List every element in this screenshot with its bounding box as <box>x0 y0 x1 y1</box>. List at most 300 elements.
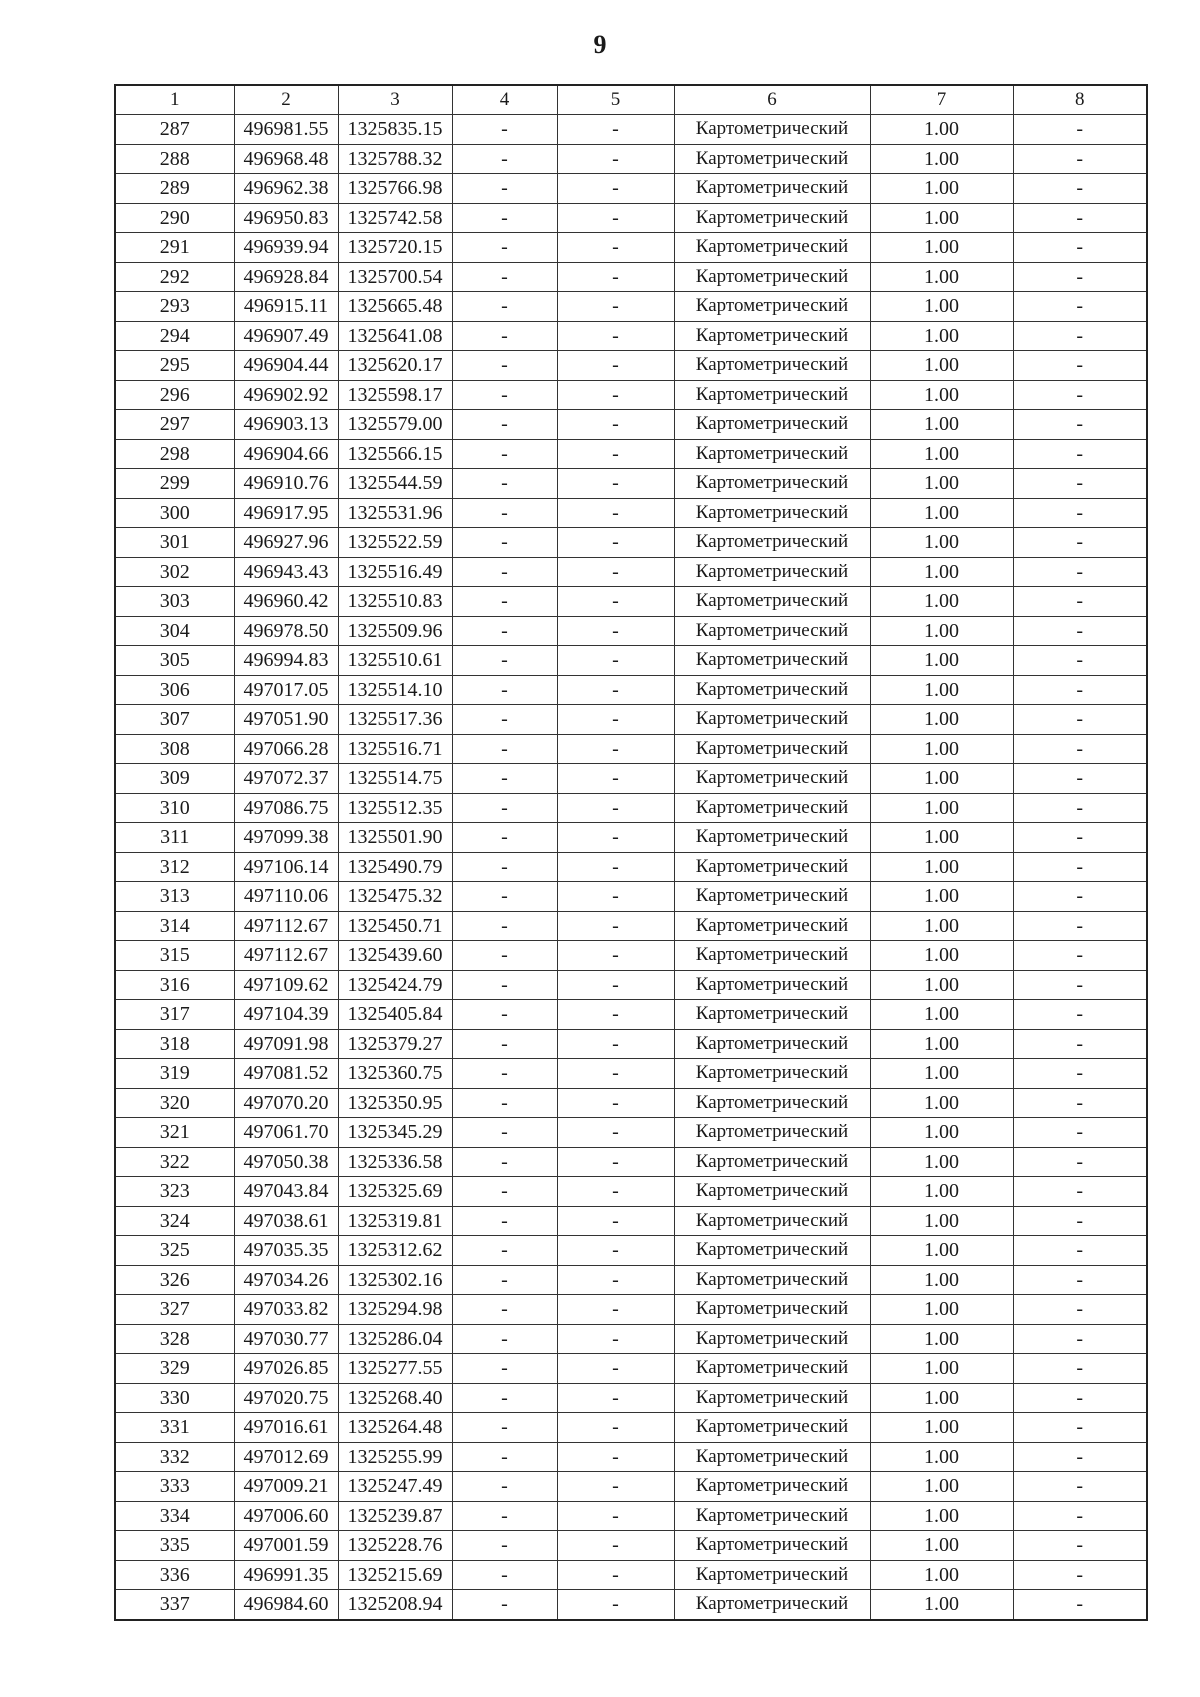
coord-y-cell: 1325336.58 <box>338 1147 452 1177</box>
col-8-value-cell: - <box>1013 557 1147 587</box>
col-5-value-cell: - <box>557 1236 674 1266</box>
method-cell: Картометрический <box>674 1059 870 1089</box>
point-number-cell: 314 <box>115 911 234 941</box>
accuracy-cell: 1.00 <box>870 852 1013 882</box>
table-row <box>115 321 1147 351</box>
coord-y-cell: 1325475.32 <box>338 882 452 912</box>
accuracy-cell: 1.00 <box>870 970 1013 1000</box>
col-4-value-cell: - <box>452 115 557 145</box>
col-8-value-cell: - <box>1013 587 1147 617</box>
col-8-value-cell: - <box>1013 351 1147 381</box>
col-8-value-cell: - <box>1013 439 1147 469</box>
accuracy-cell: 1.00 <box>870 1147 1013 1177</box>
method-cell: Картометрический <box>674 1118 870 1148</box>
col-5-value-cell: - <box>557 646 674 676</box>
table-row <box>115 1147 1147 1177</box>
col-5-value-cell: - <box>557 1413 674 1443</box>
col-5-value-cell: - <box>557 764 674 794</box>
accuracy-cell: 1.00 <box>870 1383 1013 1413</box>
table-row <box>115 1560 1147 1590</box>
coord-x-cell: 496903.13 <box>234 410 338 440</box>
table-row <box>115 528 1147 558</box>
col-8-value-cell: - <box>1013 1324 1147 1354</box>
table-row <box>115 1354 1147 1384</box>
coord-y-cell: 1325510.83 <box>338 587 452 617</box>
table-row <box>115 1265 1147 1295</box>
col-8-value-cell: - <box>1013 1147 1147 1177</box>
col-4-value-cell: - <box>452 1295 557 1325</box>
method-cell: Картометрический <box>674 587 870 617</box>
coord-x-cell: 496939.94 <box>234 233 338 263</box>
accuracy-cell: 1.00 <box>870 1560 1013 1590</box>
table-row <box>115 1442 1147 1472</box>
col-8-value-cell: - <box>1013 764 1147 794</box>
coord-y-cell: 1325522.59 <box>338 528 452 558</box>
method-cell: Картометрический <box>674 911 870 941</box>
col-5-value-cell: - <box>557 410 674 440</box>
accuracy-cell: 1.00 <box>870 1442 1013 1472</box>
table-row <box>115 203 1147 233</box>
col-8-value-cell: - <box>1013 941 1147 971</box>
col-4-value-cell: - <box>452 823 557 853</box>
coord-x-cell: 497012.69 <box>234 1442 338 1472</box>
method-cell: Картометрический <box>674 941 870 971</box>
table-row <box>115 882 1147 912</box>
coord-x-cell: 497110.06 <box>234 882 338 912</box>
coord-x-cell: 496902.92 <box>234 380 338 410</box>
table-row <box>115 852 1147 882</box>
coord-y-cell: 1325319.81 <box>338 1206 452 1236</box>
method-cell: Картометрический <box>674 292 870 322</box>
col-8-value-cell: - <box>1013 292 1147 322</box>
coord-y-cell: 1325720.15 <box>338 233 452 263</box>
col-8-value-cell: - <box>1013 498 1147 528</box>
point-number-cell: 335 <box>115 1531 234 1561</box>
coord-x-cell: 497030.77 <box>234 1324 338 1354</box>
col-4-value-cell: - <box>452 1560 557 1590</box>
col-5-value-cell: - <box>557 1531 674 1561</box>
point-number-cell: 305 <box>115 646 234 676</box>
col-4-value-cell: - <box>452 793 557 823</box>
table-row <box>115 1295 1147 1325</box>
point-number-cell: 333 <box>115 1472 234 1502</box>
col-4-value-cell: - <box>452 233 557 263</box>
accuracy-cell: 1.00 <box>870 793 1013 823</box>
point-number-cell: 309 <box>115 764 234 794</box>
coord-x-cell: 496910.76 <box>234 469 338 499</box>
col-8-value-cell: - <box>1013 233 1147 263</box>
table-row <box>115 675 1147 705</box>
coord-y-cell: 1325490.79 <box>338 852 452 882</box>
column-header-2: 2 <box>234 85 338 115</box>
col-4-value-cell: - <box>452 1472 557 1502</box>
col-4-value-cell: - <box>452 1147 557 1177</box>
col-5-value-cell: - <box>557 174 674 204</box>
method-cell: Картометрический <box>674 1206 870 1236</box>
point-number-cell: 324 <box>115 1206 234 1236</box>
col-4-value-cell: - <box>452 1029 557 1059</box>
col-5-value-cell: - <box>557 705 674 735</box>
accuracy-cell: 1.00 <box>870 1059 1013 1089</box>
coord-y-cell: 1325277.55 <box>338 1354 452 1384</box>
table-row <box>115 1383 1147 1413</box>
coord-y-cell: 1325516.71 <box>338 734 452 764</box>
col-5-value-cell: - <box>557 882 674 912</box>
coord-x-cell: 497112.67 <box>234 941 338 971</box>
col-4-value-cell: - <box>452 911 557 941</box>
table-row <box>115 1000 1147 1030</box>
accuracy-cell: 1.00 <box>870 1206 1013 1236</box>
table-row <box>115 115 1147 145</box>
method-cell: Картометрический <box>674 1000 870 1030</box>
method-cell: Картометрический <box>674 469 870 499</box>
col-8-value-cell: - <box>1013 1059 1147 1089</box>
coord-y-cell: 1325228.76 <box>338 1531 452 1561</box>
col-8-value-cell: - <box>1013 1265 1147 1295</box>
coord-x-cell: 497104.39 <box>234 1000 338 1030</box>
col-8-value-cell: - <box>1013 380 1147 410</box>
coord-x-cell: 497109.62 <box>234 970 338 1000</box>
col-4-value-cell: - <box>452 970 557 1000</box>
accuracy-cell: 1.00 <box>870 675 1013 705</box>
col-4-value-cell: - <box>452 1442 557 1472</box>
coord-y-cell: 1325501.90 <box>338 823 452 853</box>
col-4-value-cell: - <box>452 705 557 735</box>
coord-x-cell: 497061.70 <box>234 1118 338 1148</box>
page-number: 9 <box>593 30 607 59</box>
accuracy-cell: 1.00 <box>870 1324 1013 1354</box>
method-cell: Картометрический <box>674 1413 870 1443</box>
col-4-value-cell: - <box>452 675 557 705</box>
method-cell: Картометрический <box>674 675 870 705</box>
table-row <box>115 1206 1147 1236</box>
coord-x-cell: 497006.60 <box>234 1501 338 1531</box>
coord-x-cell: 496928.84 <box>234 262 338 292</box>
coord-x-cell: 496917.95 <box>234 498 338 528</box>
col-5-value-cell: - <box>557 1000 674 1030</box>
table-row <box>115 705 1147 735</box>
col-4-value-cell: - <box>452 1383 557 1413</box>
col-5-value-cell: - <box>557 1088 674 1118</box>
coord-y-cell: 1325405.84 <box>338 1000 452 1030</box>
accuracy-cell: 1.00 <box>870 1295 1013 1325</box>
col-8-value-cell: - <box>1013 793 1147 823</box>
coord-x-cell: 496962.38 <box>234 174 338 204</box>
coord-y-cell: 1325239.87 <box>338 1501 452 1531</box>
col-5-value-cell: - <box>557 1206 674 1236</box>
point-number-cell: 326 <box>115 1265 234 1295</box>
method-cell: Картометрический <box>674 705 870 735</box>
accuracy-cell: 1.00 <box>870 1029 1013 1059</box>
point-number-cell: 310 <box>115 793 234 823</box>
col-5-value-cell: - <box>557 1177 674 1207</box>
col-8-value-cell: - <box>1013 1029 1147 1059</box>
col-4-value-cell: - <box>452 852 557 882</box>
point-number-cell: 321 <box>115 1118 234 1148</box>
method-cell: Картометрический <box>674 1472 870 1502</box>
col-4-value-cell: - <box>452 1059 557 1089</box>
col-5-value-cell: - <box>557 115 674 145</box>
coord-x-cell: 496907.49 <box>234 321 338 351</box>
point-number-cell: 296 <box>115 380 234 410</box>
col-4-value-cell: - <box>452 469 557 499</box>
col-4-value-cell: - <box>452 1000 557 1030</box>
col-8-value-cell: - <box>1013 970 1147 1000</box>
col-5-value-cell: - <box>557 1147 674 1177</box>
col-5-value-cell: - <box>557 823 674 853</box>
point-number-cell: 325 <box>115 1236 234 1266</box>
point-number-cell: 331 <box>115 1413 234 1443</box>
accuracy-cell: 1.00 <box>870 1590 1013 1620</box>
accuracy-cell: 1.00 <box>870 587 1013 617</box>
method-cell: Картометрический <box>674 144 870 174</box>
table-header-row <box>115 85 1147 115</box>
table-row <box>115 144 1147 174</box>
coord-x-cell: 497009.21 <box>234 1472 338 1502</box>
point-number-cell: 293 <box>115 292 234 322</box>
table-row <box>115 616 1147 646</box>
col-4-value-cell: - <box>452 380 557 410</box>
point-number-cell: 337 <box>115 1590 234 1620</box>
table-row <box>115 498 1147 528</box>
accuracy-cell: 1.00 <box>870 528 1013 558</box>
coord-x-cell: 497020.75 <box>234 1383 338 1413</box>
col-8-value-cell: - <box>1013 1413 1147 1443</box>
column-header-1: 1 <box>115 85 234 115</box>
method-cell: Картометрический <box>674 852 870 882</box>
col-5-value-cell: - <box>557 1501 674 1531</box>
col-8-value-cell: - <box>1013 882 1147 912</box>
method-cell: Картометрический <box>674 1501 870 1531</box>
col-4-value-cell: - <box>452 1324 557 1354</box>
method-cell: Картометрический <box>674 557 870 587</box>
method-cell: Картометрический <box>674 262 870 292</box>
method-cell: Картометрический <box>674 380 870 410</box>
coord-x-cell: 497066.28 <box>234 734 338 764</box>
col-5-value-cell: - <box>557 144 674 174</box>
method-cell: Картометрический <box>674 1560 870 1590</box>
method-cell: Картометрический <box>674 233 870 263</box>
coord-y-cell: 1325510.61 <box>338 646 452 676</box>
point-number-cell: 312 <box>115 852 234 882</box>
coord-x-cell: 497038.61 <box>234 1206 338 1236</box>
table-row <box>115 1177 1147 1207</box>
accuracy-cell: 1.00 <box>870 616 1013 646</box>
coord-x-cell: 497016.61 <box>234 1413 338 1443</box>
col-5-value-cell: - <box>557 351 674 381</box>
col-4-value-cell: - <box>452 410 557 440</box>
accuracy-cell: 1.00 <box>870 911 1013 941</box>
accuracy-cell: 1.00 <box>870 882 1013 912</box>
method-cell: Картометрический <box>674 764 870 794</box>
coord-x-cell: 496994.83 <box>234 646 338 676</box>
method-cell: Картометрический <box>674 203 870 233</box>
coord-x-cell: 497112.67 <box>234 911 338 941</box>
point-number-cell: 334 <box>115 1501 234 1531</box>
table-row <box>115 734 1147 764</box>
point-number-cell: 322 <box>115 1147 234 1177</box>
coord-y-cell: 1325360.75 <box>338 1059 452 1089</box>
point-number-cell: 323 <box>115 1177 234 1207</box>
point-number-cell: 303 <box>115 587 234 617</box>
coord-y-cell: 1325312.62 <box>338 1236 452 1266</box>
coord-x-cell: 496927.96 <box>234 528 338 558</box>
point-number-cell: 301 <box>115 528 234 558</box>
point-number-cell: 318 <box>115 1029 234 1059</box>
coord-y-cell: 1325424.79 <box>338 970 452 1000</box>
point-number-cell: 304 <box>115 616 234 646</box>
accuracy-cell: 1.00 <box>870 1118 1013 1148</box>
coord-y-cell: 1325286.04 <box>338 1324 452 1354</box>
col-4-value-cell: - <box>452 1501 557 1531</box>
accuracy-cell: 1.00 <box>870 380 1013 410</box>
col-5-value-cell: - <box>557 587 674 617</box>
coord-x-cell: 497051.90 <box>234 705 338 735</box>
coord-y-cell: 1325598.17 <box>338 380 452 410</box>
col-8-value-cell: - <box>1013 1383 1147 1413</box>
method-cell: Картометрический <box>674 1531 870 1561</box>
col-8-value-cell: - <box>1013 262 1147 292</box>
accuracy-cell: 1.00 <box>870 1354 1013 1384</box>
col-4-value-cell: - <box>452 1236 557 1266</box>
col-5-value-cell: - <box>557 1354 674 1384</box>
col-4-value-cell: - <box>452 587 557 617</box>
col-5-value-cell: - <box>557 439 674 469</box>
col-5-value-cell: - <box>557 528 674 558</box>
col-5-value-cell: - <box>557 1118 674 1148</box>
method-cell: Картометрический <box>674 410 870 440</box>
col-5-value-cell: - <box>557 734 674 764</box>
point-number-cell: 317 <box>115 1000 234 1030</box>
table-row <box>115 941 1147 971</box>
accuracy-cell: 1.00 <box>870 705 1013 735</box>
col-4-value-cell: - <box>452 764 557 794</box>
coord-x-cell: 497035.35 <box>234 1236 338 1266</box>
coord-x-cell: 497072.37 <box>234 764 338 794</box>
table-row <box>115 292 1147 322</box>
table-row <box>115 1029 1147 1059</box>
table-row <box>115 1501 1147 1531</box>
point-number-cell: 330 <box>115 1383 234 1413</box>
col-5-value-cell: - <box>557 970 674 1000</box>
coord-y-cell: 1325665.48 <box>338 292 452 322</box>
accuracy-cell: 1.00 <box>870 734 1013 764</box>
table-row <box>115 380 1147 410</box>
col-5-value-cell: - <box>557 262 674 292</box>
point-number-cell: 289 <box>115 174 234 204</box>
coord-x-cell: 497034.26 <box>234 1265 338 1295</box>
col-8-value-cell: - <box>1013 115 1147 145</box>
method-cell: Картометрический <box>674 882 870 912</box>
point-number-cell: 291 <box>115 233 234 263</box>
coordinates-table-container <box>114 84 1146 1621</box>
method-cell: Картометрический <box>674 1590 870 1620</box>
col-5-value-cell: - <box>557 557 674 587</box>
accuracy-cell: 1.00 <box>870 292 1013 322</box>
method-cell: Картометрический <box>674 115 870 145</box>
col-4-value-cell: - <box>452 1590 557 1620</box>
point-number-cell: 294 <box>115 321 234 351</box>
column-header-8: 8 <box>1013 85 1147 115</box>
table-body <box>115 115 1147 1620</box>
col-8-value-cell: - <box>1013 410 1147 440</box>
point-number-cell: 288 <box>115 144 234 174</box>
col-5-value-cell: - <box>557 1295 674 1325</box>
coord-y-cell: 1325531.96 <box>338 498 452 528</box>
accuracy-cell: 1.00 <box>870 115 1013 145</box>
table-row <box>115 351 1147 381</box>
point-number-cell: 328 <box>115 1324 234 1354</box>
point-number-cell: 315 <box>115 941 234 971</box>
col-5-value-cell: - <box>557 941 674 971</box>
col-8-value-cell: - <box>1013 1295 1147 1325</box>
col-4-value-cell: - <box>452 1177 557 1207</box>
accuracy-cell: 1.00 <box>870 1265 1013 1295</box>
table-row <box>115 469 1147 499</box>
col-4-value-cell: - <box>452 321 557 351</box>
col-8-value-cell: - <box>1013 646 1147 676</box>
coord-y-cell: 1325516.49 <box>338 557 452 587</box>
point-number-cell: 306 <box>115 675 234 705</box>
accuracy-cell: 1.00 <box>870 1236 1013 1266</box>
accuracy-cell: 1.00 <box>870 498 1013 528</box>
point-number-cell: 297 <box>115 410 234 440</box>
col-4-value-cell: - <box>452 174 557 204</box>
col-4-value-cell: - <box>452 262 557 292</box>
accuracy-cell: 1.00 <box>870 233 1013 263</box>
accuracy-cell: 1.00 <box>870 557 1013 587</box>
accuracy-cell: 1.00 <box>870 351 1013 381</box>
coord-y-cell: 1325439.60 <box>338 941 452 971</box>
coord-y-cell: 1325566.15 <box>338 439 452 469</box>
col-8-value-cell: - <box>1013 1177 1147 1207</box>
coord-y-cell: 1325255.99 <box>338 1442 452 1472</box>
col-5-value-cell: - <box>557 1029 674 1059</box>
coord-y-cell: 1325302.16 <box>338 1265 452 1295</box>
accuracy-cell: 1.00 <box>870 1531 1013 1561</box>
coord-x-cell: 496915.11 <box>234 292 338 322</box>
method-cell: Картометрический <box>674 498 870 528</box>
point-number-cell: 313 <box>115 882 234 912</box>
coord-y-cell: 1325742.58 <box>338 203 452 233</box>
accuracy-cell: 1.00 <box>870 646 1013 676</box>
coord-y-cell: 1325215.69 <box>338 1560 452 1590</box>
col-4-value-cell: - <box>452 1413 557 1443</box>
table-row <box>115 410 1147 440</box>
method-cell: Картометрический <box>674 1265 870 1295</box>
point-number-cell: 298 <box>115 439 234 469</box>
coord-y-cell: 1325294.98 <box>338 1295 452 1325</box>
table-row <box>115 1118 1147 1148</box>
col-4-value-cell: - <box>452 557 557 587</box>
method-cell: Картометрический <box>674 734 870 764</box>
accuracy-cell: 1.00 <box>870 144 1013 174</box>
col-4-value-cell: - <box>452 203 557 233</box>
col-8-value-cell: - <box>1013 1590 1147 1620</box>
coord-x-cell: 497099.38 <box>234 823 338 853</box>
coord-y-cell: 1325350.95 <box>338 1088 452 1118</box>
coord-y-cell: 1325509.96 <box>338 616 452 646</box>
coord-y-cell: 1325450.71 <box>338 911 452 941</box>
method-cell: Картометрический <box>674 528 870 558</box>
accuracy-cell: 1.00 <box>870 1177 1013 1207</box>
accuracy-cell: 1.00 <box>870 262 1013 292</box>
method-cell: Картометрический <box>674 970 870 1000</box>
table-row <box>115 587 1147 617</box>
col-8-value-cell: - <box>1013 321 1147 351</box>
col-4-value-cell: - <box>452 1206 557 1236</box>
method-cell: Картометрический <box>674 616 870 646</box>
